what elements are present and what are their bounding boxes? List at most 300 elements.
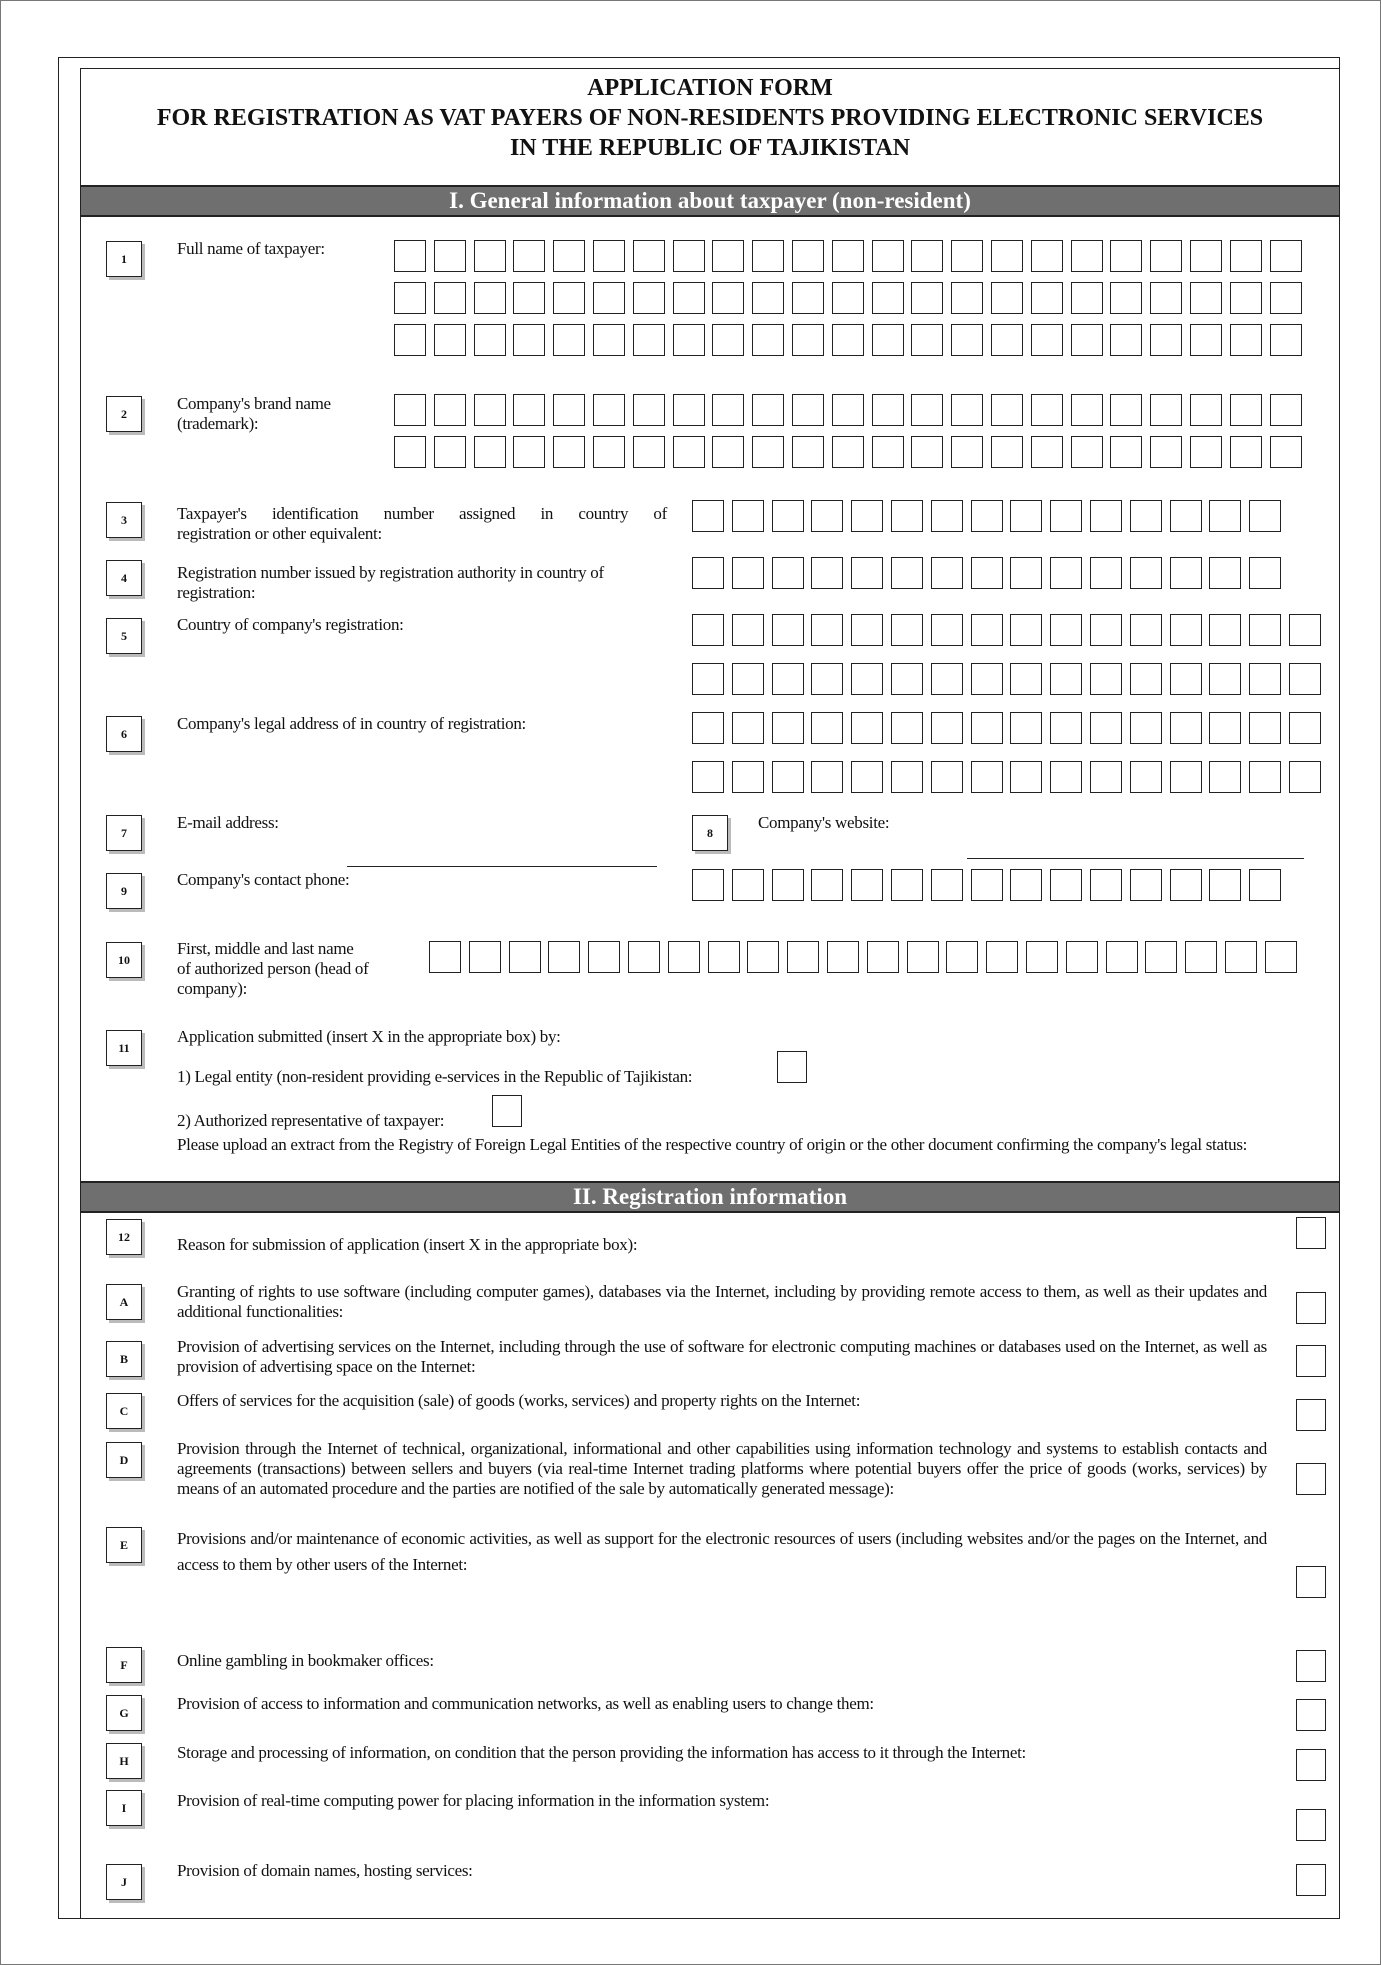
character-box[interactable]	[732, 557, 764, 589]
character-box[interactable]	[1050, 761, 1082, 793]
brand-name-field-row-1[interactable]	[394, 394, 1309, 426]
character-box[interactable]	[1150, 436, 1182, 468]
character-box[interactable]	[772, 761, 804, 793]
character-box[interactable]	[1010, 869, 1042, 901]
character-box[interactable]	[1209, 614, 1241, 646]
character-box[interactable]	[673, 324, 705, 356]
character-box[interactable]	[931, 712, 963, 744]
character-box[interactable]	[1031, 240, 1063, 272]
character-box[interactable]	[1230, 240, 1262, 272]
character-box[interactable]	[712, 240, 744, 272]
character-box[interactable]	[633, 240, 665, 272]
character-box[interactable]	[469, 941, 501, 973]
character-box[interactable]	[1071, 240, 1103, 272]
option-i-text: Provision of real-time computing power for placing information in the information system:	[177, 1791, 770, 1810]
character-box[interactable]	[752, 394, 784, 426]
character-box[interactable]	[832, 240, 864, 272]
taxpayer-id-field[interactable]	[692, 500, 1289, 532]
character-box[interactable]	[509, 941, 541, 973]
character-box[interactable]	[434, 240, 466, 272]
character-box[interactable]	[1209, 500, 1241, 532]
character-box[interactable]	[692, 761, 724, 793]
character-box[interactable]	[673, 436, 705, 468]
character-box[interactable]	[1170, 869, 1202, 901]
character-box[interactable]	[911, 324, 943, 356]
character-box[interactable]	[434, 436, 466, 468]
item-number-3: 3	[106, 502, 142, 538]
character-box[interactable]	[712, 282, 744, 314]
character-box[interactable]	[1209, 663, 1241, 695]
character-box[interactable]	[772, 614, 804, 646]
character-box[interactable]	[1270, 282, 1302, 314]
character-box[interactable]	[633, 324, 665, 356]
item-number-9: 9	[106, 873, 142, 909]
character-box[interactable]	[593, 324, 625, 356]
authorized-person-field[interactable]	[429, 941, 1305, 973]
character-box[interactable]	[434, 394, 466, 426]
character-box[interactable]	[891, 557, 923, 589]
character-box[interactable]	[1090, 614, 1122, 646]
character-box[interactable]	[1209, 869, 1241, 901]
character-box[interactable]	[891, 500, 923, 532]
character-box[interactable]	[1050, 557, 1082, 589]
full-name-field-row-3[interactable]	[394, 324, 1309, 356]
option-letter-a: A	[106, 1284, 142, 1320]
character-box[interactable]	[991, 282, 1023, 314]
character-box[interactable]	[633, 394, 665, 426]
full-name-field-row-1[interactable]	[394, 240, 1309, 272]
character-box[interactable]	[1090, 500, 1122, 532]
country-field-row-1[interactable]	[692, 614, 1329, 646]
character-box[interactable]	[692, 557, 724, 589]
character-box[interactable]	[1010, 712, 1042, 744]
item-number-8: 8	[692, 815, 728, 851]
option-letter-d: D	[106, 1442, 142, 1478]
character-box[interactable]	[752, 436, 784, 468]
character-box[interactable]	[971, 500, 1003, 532]
character-box[interactable]	[911, 394, 943, 426]
character-box[interactable]	[867, 941, 899, 973]
character-box[interactable]	[1110, 394, 1142, 426]
character-box[interactable]	[931, 761, 963, 793]
character-box[interactable]	[986, 941, 1018, 973]
option-h-checkbox[interactable]	[1296, 1749, 1326, 1781]
character-box[interactable]	[772, 663, 804, 695]
character-box[interactable]	[1031, 394, 1063, 426]
character-box[interactable]	[991, 394, 1023, 426]
character-box[interactable]	[1249, 712, 1281, 744]
character-box[interactable]	[513, 282, 545, 314]
character-box[interactable]	[1230, 282, 1262, 314]
character-box[interactable]	[1249, 614, 1281, 646]
character-box[interactable]	[1190, 240, 1222, 272]
character-box[interactable]	[1190, 394, 1222, 426]
option-letter-e: E	[106, 1527, 142, 1563]
character-box[interactable]	[1026, 941, 1058, 973]
character-box[interactable]	[732, 500, 764, 532]
character-box[interactable]	[772, 869, 804, 901]
item-number-10: 10	[106, 942, 142, 978]
character-box[interactable]	[1110, 282, 1142, 314]
character-box[interactable]	[1170, 500, 1202, 532]
character-box[interactable]	[673, 240, 705, 272]
character-box[interactable]	[712, 324, 744, 356]
character-box[interactable]	[1090, 712, 1122, 744]
character-box[interactable]	[732, 663, 764, 695]
character-box[interactable]	[747, 941, 779, 973]
character-box[interactable]	[394, 324, 426, 356]
character-box[interactable]	[851, 614, 883, 646]
character-box[interactable]	[1230, 436, 1262, 468]
character-box[interactable]	[951, 240, 983, 272]
character-box[interactable]	[872, 324, 904, 356]
character-box[interactable]	[991, 436, 1023, 468]
character-box[interactable]	[553, 240, 585, 272]
character-box[interactable]	[1010, 500, 1042, 532]
character-box[interactable]	[752, 282, 784, 314]
character-box[interactable]	[1270, 240, 1302, 272]
character-box[interactable]	[872, 394, 904, 426]
character-box[interactable]	[692, 663, 724, 695]
character-box[interactable]	[1150, 394, 1182, 426]
option-f-checkbox[interactable]	[1296, 1650, 1326, 1682]
character-box[interactable]	[832, 394, 864, 426]
character-box[interactable]	[1230, 324, 1262, 356]
character-box[interactable]	[1010, 614, 1042, 646]
character-box[interactable]	[811, 614, 843, 646]
character-box[interactable]	[851, 869, 883, 901]
character-box[interactable]	[1249, 557, 1281, 589]
reason-checkbox[interactable]	[1296, 1217, 1326, 1249]
character-box[interactable]	[1150, 240, 1182, 272]
character-box[interactable]	[1270, 324, 1302, 356]
registration-number-field[interactable]	[692, 557, 1289, 589]
character-box[interactable]	[1050, 500, 1082, 532]
character-box[interactable]	[633, 282, 665, 314]
character-box[interactable]	[1050, 614, 1082, 646]
character-box[interactable]	[1130, 557, 1162, 589]
character-box[interactable]	[474, 324, 506, 356]
item-number-7: 7	[106, 815, 142, 851]
character-box[interactable]	[931, 614, 963, 646]
character-box[interactable]	[1090, 557, 1122, 589]
character-box[interactable]	[553, 324, 585, 356]
character-box[interactable]	[811, 663, 843, 695]
legal-status-upload-note: Please upload an extract from the Registry of Foreign Legal Entities of the respective country of origin or the other document confirming the company's legal status:	[177, 1135, 1248, 1154]
character-box[interactable]	[971, 712, 1003, 744]
character-box[interactable]	[1265, 941, 1297, 973]
character-box[interactable]	[1130, 614, 1162, 646]
character-box[interactable]	[832, 324, 864, 356]
character-box[interactable]	[732, 761, 764, 793]
character-box[interactable]	[708, 941, 740, 973]
character-box[interactable]	[1071, 324, 1103, 356]
character-box[interactable]	[851, 712, 883, 744]
character-box[interactable]	[673, 394, 705, 426]
character-box[interactable]	[1130, 761, 1162, 793]
option-e-text: Provisions and/or maintenance of economic activities, as well as support for the electronic resources of users (including websites and/or the pages on the Internet, and access to them by other users of the Internet:	[177, 1529, 1267, 1574]
option-authorized-representative-checkbox[interactable]	[492, 1095, 522, 1127]
character-box[interactable]	[951, 394, 983, 426]
character-box[interactable]	[832, 436, 864, 468]
character-box[interactable]	[1249, 663, 1281, 695]
character-box[interactable]	[911, 282, 943, 314]
character-box[interactable]	[872, 240, 904, 272]
character-box[interactable]	[1170, 761, 1202, 793]
character-box[interactable]	[931, 869, 963, 901]
character-box[interactable]	[1170, 712, 1202, 744]
email-field[interactable]	[347, 866, 657, 867]
character-box[interactable]	[394, 240, 426, 272]
character-box[interactable]	[1190, 436, 1222, 468]
brand-name-label	[177, 394, 331, 434]
character-box[interactable]	[1071, 394, 1103, 426]
character-box[interactable]	[1249, 869, 1281, 901]
character-box[interactable]	[668, 941, 700, 973]
character-box[interactable]	[1209, 761, 1241, 793]
character-box[interactable]	[811, 500, 843, 532]
character-box[interactable]	[692, 712, 724, 744]
character-box[interactable]	[811, 869, 843, 901]
character-box[interactable]	[1071, 436, 1103, 468]
option-letter-c: C	[106, 1393, 142, 1429]
character-box[interactable]	[1010, 557, 1042, 589]
character-box[interactable]	[827, 941, 859, 973]
character-box[interactable]	[1150, 282, 1182, 314]
item-number-1: 1	[106, 241, 142, 277]
character-box[interactable]	[1130, 500, 1162, 532]
character-box[interactable]	[1050, 869, 1082, 901]
character-box[interactable]	[891, 712, 923, 744]
character-box[interactable]	[1145, 941, 1177, 973]
character-box[interactable]	[1106, 941, 1138, 973]
character-box[interactable]	[1110, 240, 1142, 272]
character-box[interactable]	[474, 394, 506, 426]
character-box[interactable]	[394, 436, 426, 468]
character-box[interactable]	[1209, 712, 1241, 744]
character-box[interactable]	[1110, 436, 1142, 468]
character-box[interactable]	[548, 941, 580, 973]
character-box[interactable]	[1066, 941, 1098, 973]
country-field-row-2[interactable]	[692, 663, 1329, 695]
character-box[interactable]	[513, 394, 545, 426]
character-box[interactable]	[832, 282, 864, 314]
option-i-checkbox[interactable]	[1296, 1809, 1326, 1841]
option-letter-j: J	[106, 1864, 142, 1900]
character-box[interactable]	[991, 240, 1023, 272]
character-box[interactable]	[951, 436, 983, 468]
option-legal-entity-checkbox[interactable]	[777, 1051, 807, 1083]
character-box[interactable]	[772, 712, 804, 744]
character-box[interactable]	[1010, 761, 1042, 793]
item-number-11: 11	[106, 1030, 142, 1066]
character-box[interactable]	[752, 240, 784, 272]
character-box[interactable]	[1090, 663, 1122, 695]
character-box[interactable]	[1270, 436, 1302, 468]
character-box[interactable]	[991, 324, 1023, 356]
option-authorized-representative-label: 2) Authorized representative of taxpayer:	[177, 1111, 445, 1130]
website-field[interactable]	[967, 858, 1304, 859]
character-box[interactable]	[628, 941, 660, 973]
character-box[interactable]	[1050, 663, 1082, 695]
character-box[interactable]	[474, 436, 506, 468]
character-box[interactable]	[394, 282, 426, 314]
registration-number-label-line-2: registration:	[177, 583, 256, 602]
option-d-checkbox[interactable]	[1296, 1463, 1326, 1495]
character-box[interactable]	[1190, 282, 1222, 314]
character-box[interactable]	[1209, 557, 1241, 589]
option-b-text: Provision of advertising services on the Internet, including through the use of software for electronic computing machines or databases used on the Internet, as well as provision of advertising space on the Internet:	[177, 1337, 1267, 1376]
character-box[interactable]	[692, 869, 724, 901]
character-box[interactable]	[513, 436, 545, 468]
character-box[interactable]	[971, 663, 1003, 695]
character-box[interactable]	[673, 282, 705, 314]
character-box[interactable]	[1289, 614, 1321, 646]
character-box[interactable]	[792, 282, 824, 314]
character-box[interactable]	[872, 436, 904, 468]
contact-phone-field[interactable]	[692, 869, 1289, 901]
character-box[interactable]	[1270, 394, 1302, 426]
character-box[interactable]	[787, 941, 819, 973]
character-box[interactable]	[633, 436, 665, 468]
option-j-checkbox[interactable]	[1296, 1864, 1326, 1896]
character-box[interactable]	[1190, 324, 1222, 356]
character-box[interactable]	[593, 436, 625, 468]
character-box[interactable]	[851, 663, 883, 695]
character-box[interactable]	[1150, 324, 1182, 356]
character-box[interactable]	[891, 869, 923, 901]
brand-name-field-row-2[interactable]	[394, 436, 1309, 468]
character-box[interactable]	[1289, 663, 1321, 695]
option-g-checkbox[interactable]	[1296, 1699, 1326, 1731]
character-box[interactable]	[553, 436, 585, 468]
character-box[interactable]	[1289, 712, 1321, 744]
character-box[interactable]	[1170, 614, 1202, 646]
character-box[interactable]	[593, 282, 625, 314]
option-e-checkbox[interactable]	[1296, 1566, 1326, 1598]
character-box[interactable]	[1170, 663, 1202, 695]
character-box[interactable]	[732, 712, 764, 744]
character-box[interactable]	[1130, 869, 1162, 901]
legal-address-field-row-2[interactable]	[692, 761, 1329, 793]
character-box[interactable]	[931, 557, 963, 589]
character-box[interactable]	[891, 761, 923, 793]
character-box[interactable]	[907, 941, 939, 973]
character-box[interactable]	[1249, 761, 1281, 793]
character-box[interactable]	[553, 394, 585, 426]
character-box[interactable]	[811, 761, 843, 793]
character-box[interactable]	[513, 240, 545, 272]
character-box[interactable]	[851, 500, 883, 532]
character-box[interactable]	[1225, 941, 1257, 973]
character-box[interactable]	[792, 394, 824, 426]
character-box[interactable]	[811, 557, 843, 589]
character-box[interactable]	[931, 663, 963, 695]
character-box[interactable]	[1185, 941, 1217, 973]
character-box[interactable]	[1090, 869, 1122, 901]
character-box[interactable]	[593, 394, 625, 426]
character-box[interactable]	[394, 394, 426, 426]
character-box[interactable]	[971, 869, 1003, 901]
character-box[interactable]	[1230, 394, 1262, 426]
character-box[interactable]	[772, 500, 804, 532]
character-box[interactable]	[1071, 282, 1103, 314]
character-box[interactable]	[872, 282, 904, 314]
character-box[interactable]	[891, 663, 923, 695]
character-box[interactable]	[434, 282, 466, 314]
character-box[interactable]	[792, 240, 824, 272]
character-box[interactable]	[1031, 436, 1063, 468]
character-box[interactable]	[911, 436, 943, 468]
option-a-checkbox[interactable]	[1296, 1292, 1326, 1324]
item-number-2: 2	[106, 396, 142, 432]
character-box[interactable]	[474, 282, 506, 314]
character-box[interactable]	[971, 557, 1003, 589]
character-box[interactable]	[1031, 324, 1063, 356]
option-letter-i: I	[106, 1790, 142, 1826]
character-box[interactable]	[434, 324, 466, 356]
character-box[interactable]	[1090, 761, 1122, 793]
character-box[interactable]	[946, 941, 978, 973]
character-box[interactable]	[732, 869, 764, 901]
character-box[interactable]	[1249, 500, 1281, 532]
character-box[interactable]	[513, 324, 545, 356]
character-box[interactable]	[951, 282, 983, 314]
character-box[interactable]	[692, 500, 724, 532]
full-name-field-row-2[interactable]	[394, 282, 1309, 314]
character-box[interactable]	[593, 240, 625, 272]
character-box[interactable]	[553, 282, 585, 314]
character-box[interactable]	[792, 324, 824, 356]
character-box[interactable]	[851, 761, 883, 793]
character-box[interactable]	[851, 557, 883, 589]
character-box[interactable]	[1130, 663, 1162, 695]
character-box[interactable]	[712, 436, 744, 468]
character-box[interactable]	[692, 614, 724, 646]
character-box[interactable]	[971, 614, 1003, 646]
option-c-checkbox[interactable]	[1296, 1399, 1326, 1431]
character-box[interactable]	[1289, 761, 1321, 793]
item-number-4: 4	[106, 560, 142, 596]
character-box[interactable]	[971, 761, 1003, 793]
character-box[interactable]	[911, 240, 943, 272]
character-box[interactable]	[951, 324, 983, 356]
character-box[interactable]	[772, 557, 804, 589]
character-box[interactable]	[811, 712, 843, 744]
character-box[interactable]	[1031, 282, 1063, 314]
character-box[interactable]	[732, 614, 764, 646]
legal-address-field-row-1[interactable]	[692, 712, 1329, 744]
authorized-person-label-line-2: of authorized person (head of	[177, 959, 369, 978]
character-box[interactable]	[1130, 712, 1162, 744]
item-number-5: 5	[106, 618, 142, 654]
character-box[interactable]	[712, 394, 744, 426]
character-box[interactable]	[891, 614, 923, 646]
character-box[interactable]	[1110, 324, 1142, 356]
option-b-checkbox[interactable]	[1296, 1345, 1326, 1377]
character-box[interactable]	[1050, 712, 1082, 744]
character-box[interactable]	[429, 941, 461, 973]
character-box[interactable]	[931, 500, 963, 532]
character-box[interactable]	[752, 324, 784, 356]
character-box[interactable]	[588, 941, 620, 973]
option-legal-entity-label: 1) Legal entity (non-resident providing e-services in the Republic of Tajikistan:	[177, 1067, 693, 1086]
character-box[interactable]	[1170, 557, 1202, 589]
option-letter-g: G	[106, 1695, 142, 1731]
character-box[interactable]	[1010, 663, 1042, 695]
character-box[interactable]	[792, 436, 824, 468]
character-box[interactable]	[474, 240, 506, 272]
